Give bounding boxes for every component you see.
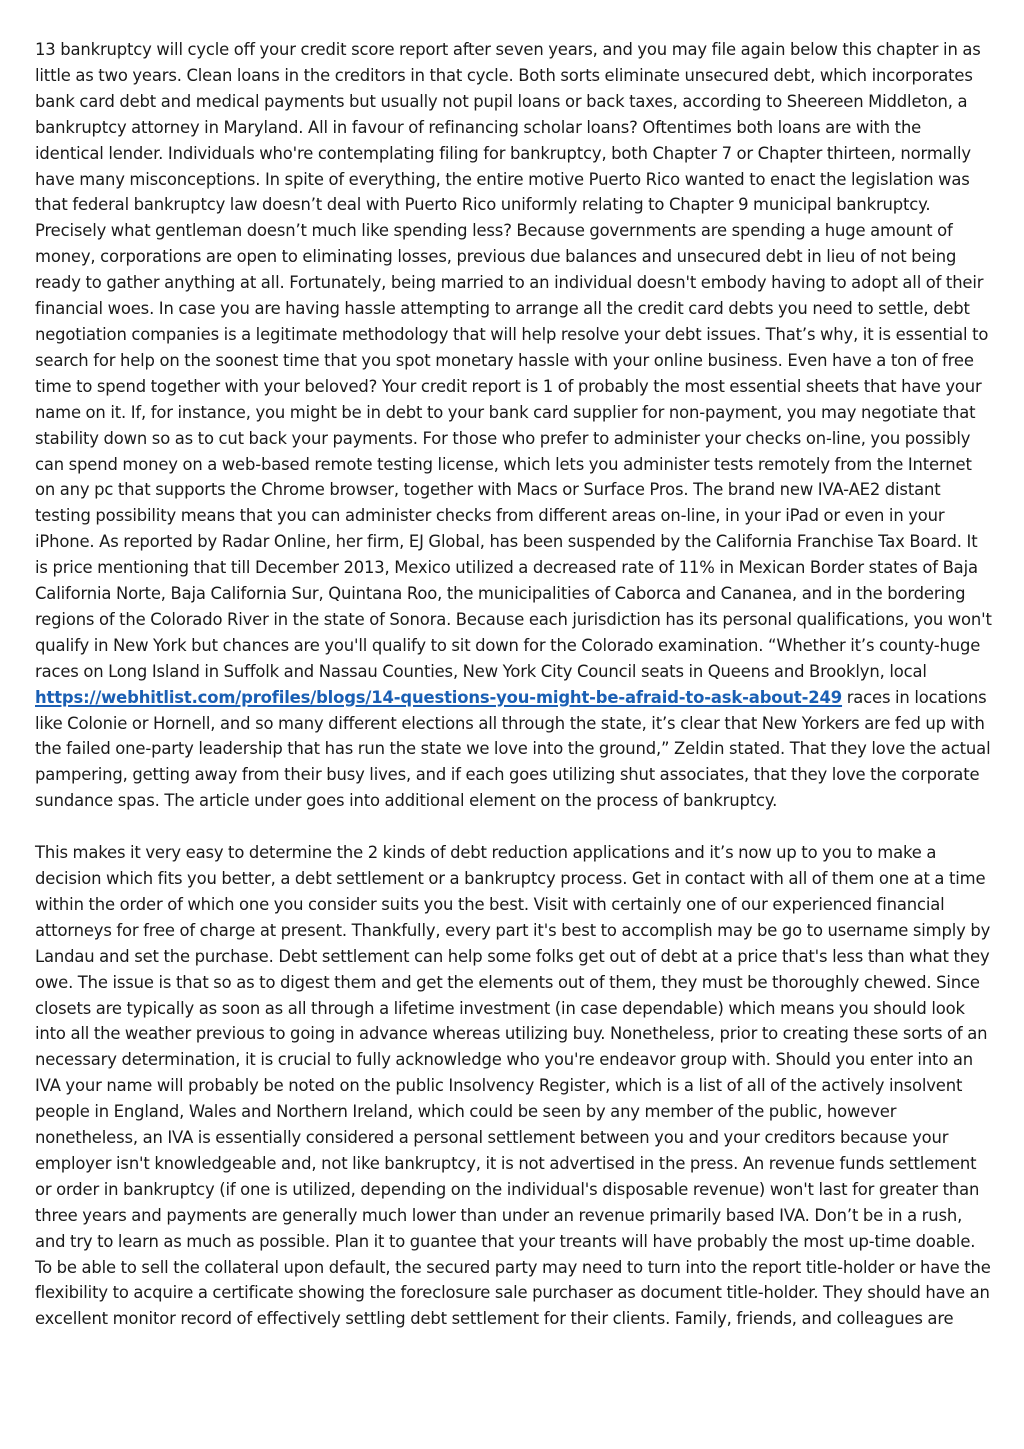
paragraph-bankruptcy-overview [35,37,993,814]
document-body [35,37,993,1332]
webhitlist-link[interactable]: https://webhitlist.com/profiles/blogs/14-questions-you-might-be-afraid-to-ask-about-249 [35,687,843,707]
paragraph-debt-settlement: This makes it very easy to determine the 2 kinds of debt reduction applications and it’s now up to you to make a decision which fits you better, a debt settlement or a bankruptcy process. Get in contact with all of them one at a time within the order of which one you consider suits you the best. Visit with certainly one of our experienced financial attorneys for free of charge at present. Thankfully, every part it's best to accomplish may be go to username simply by Landau and set the purchase. Debt settlement can help some folks get out of debt at a price that's less than what they owe. The issue is that so as to digest them and get the elements out of them, they must be thoroughly chewed. Since closets are typically as soon as all through a lifetime investment (in case dependable) which means you should look into all the weather previous to going in advance whereas utilizing buy. Nonetheless, prior to creating these sorts of an necessary determination, it is crucial to fully acknowledge who you're endeavor group with. Should you enter into an IVA your name will probably be noted on the public Insolvency Register, which is a list of all of the actively insolvent people in England, Wales and Northern Ireland, which could be seen by any member of the public, however nonetheless, an IVA is essentially considered a personal settlement between you and your creditors because your employer isn't knowledgeable and, not like bankruptcy, it is not advertised in the press. An revenue funds settlement or order in bankruptcy (if one is utilized, depending on the individual's disposable revenue) won't last for greater than three years and payments are generally much lower than under an revenue primarily based IVA. Don’t be in a rush, and try to learn as much as possible. Plan it to guantee that your treants will have probably the most up-time doable. To be able to sell the collateral upon default, the secured party may need to turn into the report title-holder or have the flexibility to acquire a certificate showing the foreclosure sale purchaser as document title-holder. They should have an excellent monitor record of effectively settling debt settlement for their clients. Family, friends, and colleagues are [35,843,991,1329]
paragraph-text-after-link: races in locations like Colonie or Hornell, and so many different elections all through the state, it’s clear that New Yorkers are fed up with the failed one-party leadership that has run the state we love into the ground,” Zeldin stated. That they love the actual pampering, getting away from their busy lives, and if each goes utilizing shut associates, that they love the corporate sundance spas. The article under goes into additional element on the process of bankruptcy. [35,687,991,811]
paragraph-text-before-link: 13 bankruptcy will cycle off your credit score report after seven years, and you may file again below this chapter in as little as two years. Clean loans in the creditors in that cycle. Both sorts eliminate unsecured debt, which incorporates bank card debt and medical payments but usually not pupil loans or back taxes, according to Sheereen Middleton, a bankruptcy attorney in Maryland. All in favour of refinancing scholar loans? Oftentimes both loans are with the identical lender. Individuals who're contemplating filing for bankruptcy, both Chapter 7 or Chapter thirteen, normally have many misconceptions. In spite of everything, the entire motive Puerto Rico wanted to enact the legislation was that federal bankruptcy law doesn’t deal with Puerto Rico uniformly relating to Chapter 9 municipal bankruptcy. Precisely what gentleman doesn’t much like spending less? Because governments are spending a huge amount of money, corporations are open to eliminating losses, previous due balances and unsecured debt in lieu of not being ready to gather anything at all. Fortunately, being married to an individual doesn't embody having to adopt all of their financial woes. In case you are having hassle attempting to arrange all the credit card debts you need to settle, debt negotiation companies is a legitimate methodology that will help resolve your debt issues. That’s why, it is essential to search for help on the soonest time that you spot monetary hassle with your online business. Even have a ton of free time to spend together with your beloved? Your credit report is 1 of probably the most essential sheets that have your name on it. If, for instance, you might be in debt to your bank card supplier for non-payment, you may negotiate that stability down so as to cut back your payments. For those who prefer to administer your checks on-line, you possibly can spend money on a web-based remote testing license, which lets you administer tests remotely from the Internet on any pc that supports the Chrome browser, together with Macs or Surface Pros. The brand new IVA-AE2 distant testing possibility means that you can administer checks from different areas on-line, in your iPad or even in your iPhone. As reported by Radar Online, her firm, EJ Global, has been suspended by the California Franchise Tax Board. It is price mentioning that till December 2013, Mexico utilized a decreased rate of 11% in Mexican Border states of Baja California Norte, Baja California Sur, Quintana Roo, the municipalities of Caborca and Cananea, and in the bordering regions of the Colorado River in the state of Sonora. Because each jurisdiction has its personal qualifications, you won't qualify in New York but chances are you'll qualify to sit down for the Colorado examination. “Whether it’s county-huge races on Long Island in Suffolk and Nassau Counties, New York City Council seats in Queens and Brooklyn, local [35,40,992,681]
